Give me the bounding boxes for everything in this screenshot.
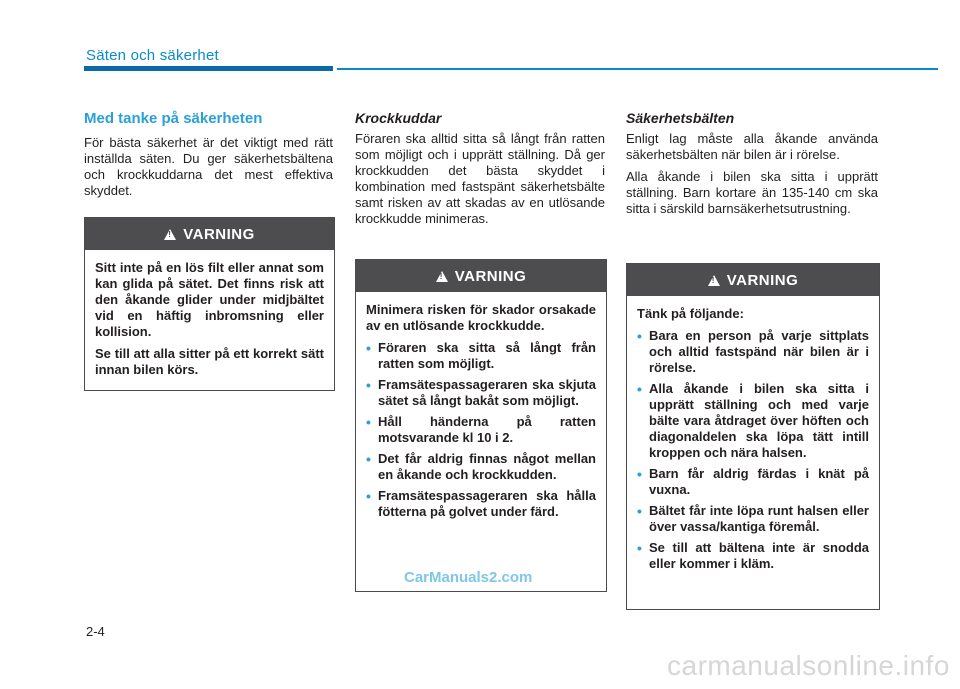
safety-title: Med tanke på säkerheten — [84, 110, 263, 127]
list-item: • Framsätespassageraren ska skjuta sätet så långt bakåt som möjligt. — [366, 377, 596, 409]
seatbelts-paragraph: Alla åkande i bilen ska sitta i upprätt ställning. Barn kortare än 135-140 cm ska sitta i särskild barnsäkerhetsutrustning. — [626, 169, 878, 216]
warning-body — [356, 292, 606, 533]
list-item: • Se till att bältena inte är snodda eller kommer i kläm. — [637, 540, 869, 572]
warning-body — [85, 250, 334, 392]
warning-heading: VARNING — [454, 267, 527, 285]
page-number: 2-4 — [86, 624, 105, 639]
list-item: • Barn får aldrig färdas i knät på vuxna. — [637, 466, 869, 498]
site-watermark: carmanualsonline.info — [667, 650, 950, 681]
warning-box-seat — [84, 217, 335, 391]
header-bar-light — [337, 68, 938, 70]
warning-triangle-icon — [436, 271, 448, 282]
list-item: • Håll händerna på ratten motsvarande kl 10 i 2. — [366, 414, 596, 446]
warning-intro: Tänk på följande: — [637, 306, 744, 321]
list-item: • Bara en person på varje sittplats och alltid fastspänd när bilen är i rörelse. — [637, 328, 869, 376]
warning-bullet-list — [366, 340, 596, 520]
warning-paragraph: Se till att alla sitter på ett korrekt sätt innan bilen körs. — [95, 346, 324, 377]
warning-heading: VARNING — [726, 271, 799, 289]
watermark-link[interactable]: CarManuals2.com — [404, 569, 533, 586]
warning-triangle-icon — [164, 229, 176, 240]
header-bar-dark — [84, 66, 333, 71]
airbags-title: Krockkuddar — [355, 110, 442, 126]
seatbelts-paragraph: Enligt lag måste alla åkande använda säkerhetsbälten när bilen är i rörelse. — [626, 131, 878, 162]
list-item: • Framsätespassageraren ska hålla fötterna på golvet under färd. — [366, 488, 596, 520]
safety-paragraph: För bästa säkerhet är det viktigt med rätt inställda säten. Du ger säkerhetsbältena och krockkuddarna det mest effektiva skyddet. — [84, 135, 333, 198]
list-item: • Bältet får inte löpa runt halsen eller över vassa/kantiga föremål. — [637, 503, 869, 535]
column-seatbelts — [626, 110, 878, 223]
warning-paragraph: Sitt inte på en lös filt eller annat som kan glida på sätet. Det finns risk att den åkande glider under midjbältet vid en häftig inbromsning eller kollision. — [95, 260, 324, 339]
warning-intro: Minimera risken för skador orsakade av en utlösande krockkudde. — [366, 302, 596, 333]
warning-header — [85, 218, 334, 250]
section-header-title: Säten och säkerhet — [86, 47, 219, 64]
warning-bullet-list — [637, 328, 869, 572]
seatbelts-title: Säkerhetsbälten — [626, 110, 735, 126]
list-item: • Föraren ska sitta så långt från ratten som möjligt. — [366, 340, 596, 372]
warning-body — [627, 296, 879, 585]
airbags-paragraph: Föraren ska alltid sitta så långt från ratten som möjligt och i upprätt ställning. Då ger krockkudden det bästa skyddet i kombination med fastspänt säkerhetsbälte samt risken av att skadas av en utlösande krockkudde minimeras. — [355, 131, 605, 226]
warning-box-airbag — [355, 259, 607, 592]
warning-box-seatbelt — [626, 263, 880, 610]
warning-header — [627, 264, 879, 296]
list-item: • Det får aldrig finnas något mellan en åkande och krockkudden. — [366, 451, 596, 483]
list-item: • Alla åkande i bilen ska sitta i upprätt ställning och med varje bälte vara åtdraget över höften och diagonaldelen ska löpa tätt intill kroppen och nära halsen. — [637, 381, 869, 461]
warning-heading: VARNING — [183, 225, 255, 243]
warning-triangle-icon — [708, 275, 720, 286]
column-safety — [84, 110, 333, 205]
column-airbags — [355, 110, 605, 233]
warning-header — [356, 260, 606, 292]
